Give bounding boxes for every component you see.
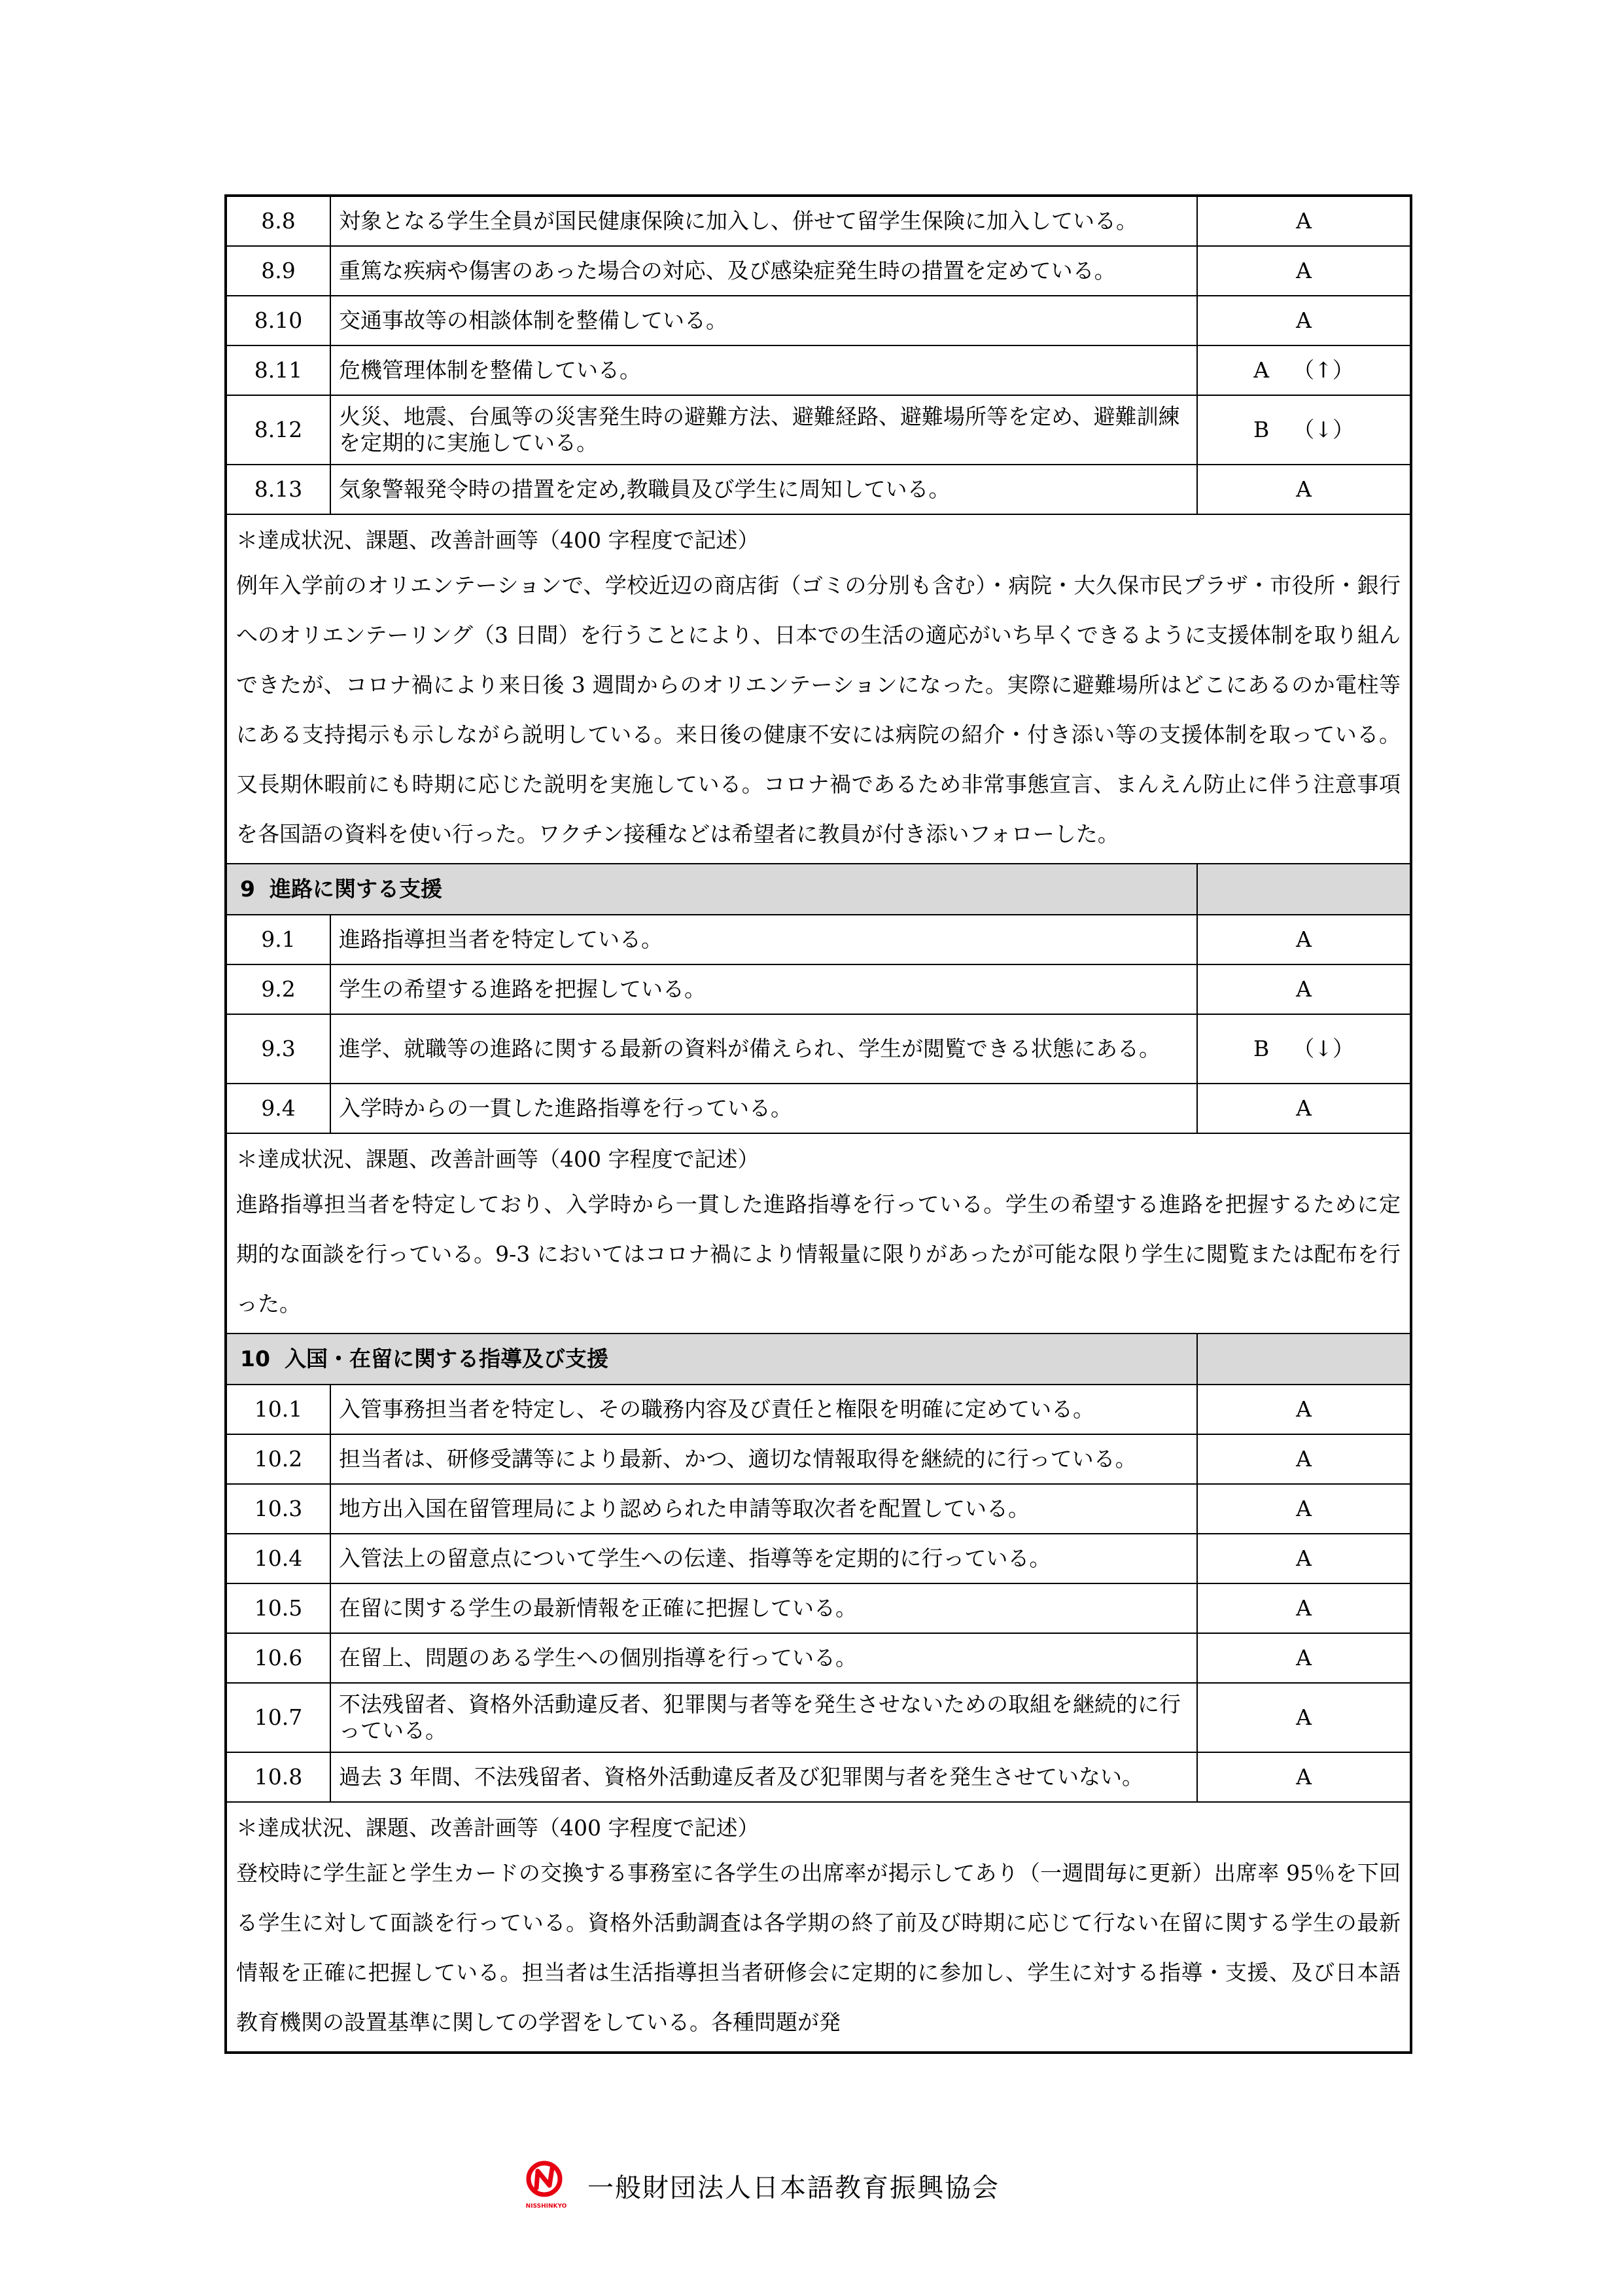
item-text: 重篤な疾病や傷害のあった場合の対応、及び感染症発生時の措置を定めている。 xyxy=(330,246,1197,296)
section-grade-blank xyxy=(1197,864,1411,915)
evaluation-table xyxy=(224,194,1412,2054)
item-number: 8.10 xyxy=(226,296,330,345)
item-grade xyxy=(1197,296,1411,345)
section-grade-blank xyxy=(1197,1333,1411,1385)
item-text: 地方出入国在留管理局により認められた申請等取次者を配置している。 xyxy=(330,1484,1197,1534)
item-text: 進路指導担当者を特定している。 xyxy=(330,915,1197,964)
grade-letter: A xyxy=(1296,1595,1312,1621)
item-grade xyxy=(1197,1014,1411,1084)
comment-cell xyxy=(226,1802,1411,2053)
item-number: 10.8 xyxy=(226,1752,330,1802)
grade-letter: A xyxy=(1296,1396,1312,1422)
item-number: 8.12 xyxy=(226,395,330,465)
table-row xyxy=(226,964,1411,1014)
section-title xyxy=(226,1333,1197,1385)
table-row xyxy=(226,1484,1411,1534)
grade-letter: A xyxy=(1296,308,1312,333)
grade-letter: A xyxy=(1296,1704,1312,1730)
item-number: 10.2 xyxy=(226,1434,330,1484)
grade-letter: B xyxy=(1253,417,1270,442)
table-row xyxy=(226,915,1411,964)
footer xyxy=(523,2159,1000,2212)
item-grade xyxy=(1197,1434,1411,1484)
table-row xyxy=(226,196,1411,246)
table-row xyxy=(226,1084,1411,1133)
item-text: 対象となる学生全員が国民健康保険に加入し、併せて留学生保険に加入している。 xyxy=(330,196,1197,246)
comment-body: 例年入学前のオリエンテーションで、学校近辺の商店街（ゴミの分別も含む）・病院・大久保市民プラザ・市役所・銀行へのオリエンテーリング（3 日間）を行うことにより、日本での生活の適応がいち早くできるように支援体制を取り組んできたが、コロナ禍により来日後 3 週間からのオリエンテーションになった。実際に避難場所はどこにあるのか電柱等にある支持掲示も示しながら説明している。来日後の健康不安には病院の紹介・付き添い等の支援体制を取っている。又長期休暇前にも時期に応じた説明を実施している。コロナ禍であるため非常事態宣言、まんえん防止に伴う注意事項を各国語の資料を使い行った。ワクチン接種などは希望者に教員が付き添いフォローした。 xyxy=(236,573,1401,847)
grade-letter: A xyxy=(1296,1446,1312,1472)
table-row xyxy=(226,1583,1411,1633)
comment-body: 進路指導担当者を特定しており、入学時から一貫した進路指導を行っている。学生の希望する進路を把握するために定期的な面談を行っている。9-3 においてはコロナ禍により情報量に限りがあったが可能な限り学生に閲覧または配布を行った。 xyxy=(236,1192,1401,1316)
table-row xyxy=(226,1434,1411,1484)
item-number: 9.4 xyxy=(226,1084,330,1133)
grade-letter: A xyxy=(1296,1545,1312,1571)
section-number: 10 xyxy=(240,1346,270,1371)
comment-heading: ＊達成状況、課題、改善計画等（400 字程度で記述） xyxy=(236,1815,759,1841)
table-row xyxy=(226,1014,1411,1084)
item-text: 入学時からの一貫した進路指導を行っている。 xyxy=(330,1084,1197,1133)
table-row xyxy=(226,345,1411,395)
comment-body: 登校時に学生証と学生カードの交換する事務室に各学生の出席率が掲示してあり（一週間毎に更新）出席率 95％を下回る学生に対して面談を行っている。資格外活動調査は各学期の終了前及び時期に応じて行ない在留に関する学生の最新情報を正確に把握している。担当者は生活指導担当者研修会に定期的に参加し、学生に対する指導・支援、及び日本語教育機関の設置基準に関しての学習をしている。各種問題が発 xyxy=(236,1860,1401,2035)
item-grade xyxy=(1197,196,1411,246)
item-number: 10.6 xyxy=(226,1633,330,1683)
comment-row xyxy=(226,1133,1411,1333)
item-text: 進学、就職等の進路に関する最新の資料が備えられ、学生が閲覧できる状態にある。 xyxy=(330,1014,1197,1084)
nisshinkyo-logo xyxy=(523,2159,569,2212)
item-number: 8.11 xyxy=(226,345,330,395)
section-header xyxy=(226,864,1411,915)
item-number: 10.7 xyxy=(226,1683,330,1752)
grade-letter: A xyxy=(1296,1764,1312,1790)
item-grade xyxy=(1197,395,1411,465)
grade-letter: A xyxy=(1296,1496,1312,1521)
item-text: 在留上、問題のある学生への個別指導を行っている。 xyxy=(330,1633,1197,1683)
item-text: 火災、地震、台風等の災害発生時の避難方法、避難経路、避難場所等を定め、避難訓練を定期的に実施している。 xyxy=(330,395,1197,465)
item-grade xyxy=(1197,964,1411,1014)
item-grade xyxy=(1197,1752,1411,1802)
item-grade xyxy=(1197,465,1411,514)
trend-up-icon: （↑） xyxy=(1293,357,1354,383)
item-text: 入管事務担当者を特定し、その職務内容及び責任と権限を明確に定めている。 xyxy=(330,1385,1197,1434)
grade-letter: A xyxy=(1296,476,1312,502)
table-row xyxy=(226,395,1411,465)
grade-letter: B xyxy=(1253,1036,1270,1061)
section-title-text: 入国・在留に関する指導及び支援 xyxy=(284,1346,608,1371)
table-row xyxy=(226,1752,1411,1802)
item-grade xyxy=(1197,1385,1411,1434)
item-text: 気象警報発令時の措置を定め,教職員及び学生に周知している。 xyxy=(330,465,1197,514)
item-text: 交通事故等の相談体制を整備している。 xyxy=(330,296,1197,345)
item-number: 9.3 xyxy=(226,1014,330,1084)
evaluation-sheet xyxy=(224,194,1410,2054)
table-row xyxy=(226,296,1411,345)
grade-letter: A xyxy=(1253,357,1270,383)
comment-row xyxy=(226,1802,1411,2053)
grade-letter: A xyxy=(1296,1645,1312,1670)
item-number: 8.13 xyxy=(226,465,330,514)
item-text: 在留に関する学生の最新情報を正確に把握している。 xyxy=(330,1583,1197,1633)
item-grade xyxy=(1197,1633,1411,1683)
item-number: 9.1 xyxy=(226,915,330,964)
item-grade xyxy=(1197,915,1411,964)
item-text: 過去 3 年間、不法残留者、資格外活動違反者及び犯罪関与者を発生させていない。 xyxy=(330,1752,1197,1802)
comment-heading: ＊達成状況、課題、改善計画等（400 字程度で記述） xyxy=(236,1146,759,1172)
item-text: 学生の希望する進路を把握している。 xyxy=(330,964,1197,1014)
item-number: 10.5 xyxy=(226,1583,330,1633)
logo-text: NISSHINKYO xyxy=(525,2203,567,2210)
item-grade xyxy=(1197,1583,1411,1633)
table-row xyxy=(226,246,1411,296)
section-number: 9 xyxy=(240,876,255,902)
grade-letter: A xyxy=(1296,927,1312,952)
table-row xyxy=(226,1633,1411,1683)
table-row xyxy=(226,1534,1411,1583)
table-row xyxy=(226,1385,1411,1434)
table-row xyxy=(226,465,1411,514)
item-grade xyxy=(1197,345,1411,395)
item-number: 9.2 xyxy=(226,964,330,1014)
section-title-text: 進路に関する支援 xyxy=(269,876,442,902)
item-grade xyxy=(1197,246,1411,296)
comment-cell xyxy=(226,514,1411,864)
item-grade xyxy=(1197,1534,1411,1583)
comment-heading: ＊達成状況、課題、改善計画等（400 字程度で記述） xyxy=(236,527,759,553)
item-text: 危機管理体制を整備している。 xyxy=(330,345,1197,395)
item-number: 8.8 xyxy=(226,196,330,246)
item-number: 10.4 xyxy=(226,1534,330,1583)
comment-row xyxy=(226,514,1411,864)
trend-down-icon: （↓） xyxy=(1293,417,1354,442)
item-grade xyxy=(1197,1084,1411,1133)
grade-letter: A xyxy=(1296,976,1312,1002)
item-grade xyxy=(1197,1484,1411,1534)
grade-letter: A xyxy=(1296,258,1312,283)
table-row xyxy=(226,1683,1411,1752)
section-header xyxy=(226,1333,1411,1385)
item-grade xyxy=(1197,1683,1411,1752)
grade-letter: A xyxy=(1296,208,1312,234)
item-number: 10.1 xyxy=(226,1385,330,1434)
trend-down-icon: （↓） xyxy=(1293,1036,1354,1061)
comment-cell xyxy=(226,1133,1411,1333)
item-number: 8.9 xyxy=(226,246,330,296)
grade-letter: A xyxy=(1296,1095,1312,1121)
section-title xyxy=(226,864,1197,915)
item-number: 10.3 xyxy=(226,1484,330,1534)
organization-name: 一般財団法人日本語教育振興協会 xyxy=(587,2172,1000,2203)
item-text: 入管法上の留意点について学生への伝達、指導等を定期的に行っている。 xyxy=(330,1534,1197,1583)
item-text: 不法残留者、資格外活動違反者、犯罪関与者等を発生させないための取組を継続的に行っている。 xyxy=(330,1683,1197,1752)
item-text: 担当者は、研修受講等により最新、かつ、適切な情報取得を継続的に行っている。 xyxy=(330,1434,1197,1484)
